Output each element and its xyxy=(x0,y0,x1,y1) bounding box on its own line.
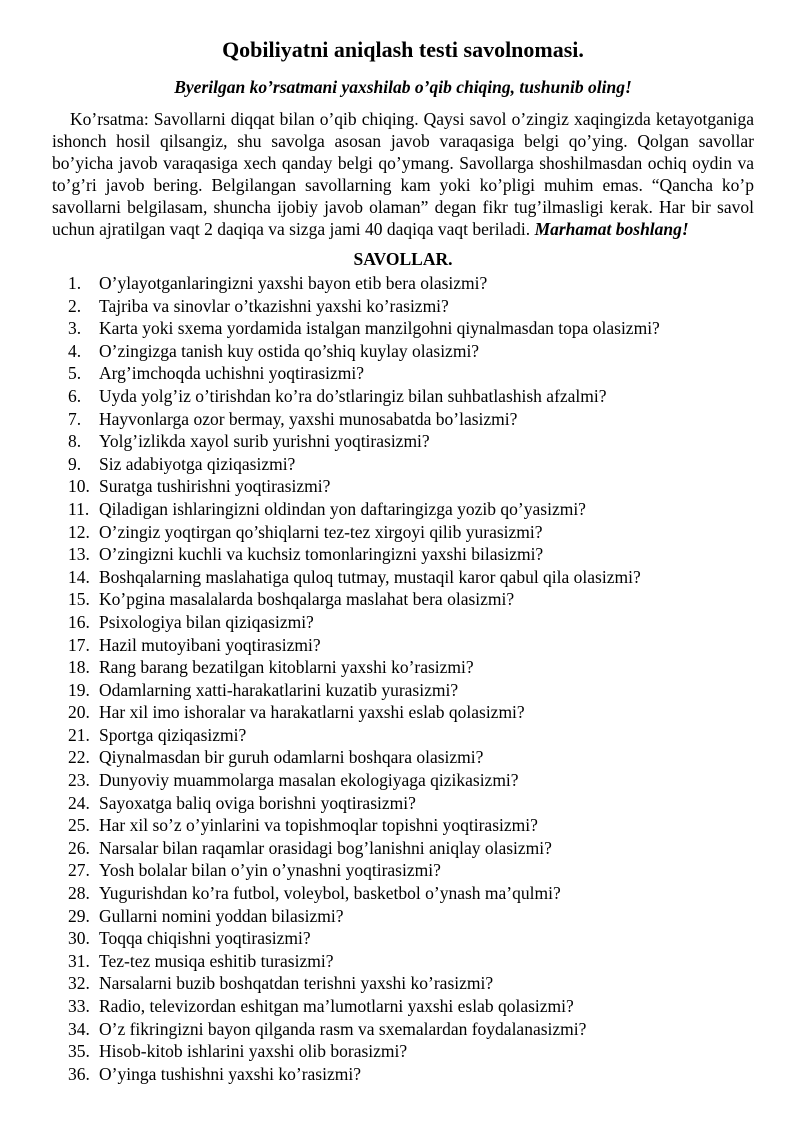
question-number: 2. xyxy=(68,295,82,316)
questions-list xyxy=(52,272,754,1085)
question-number: 29. xyxy=(68,905,90,926)
questions-heading: SAVOLLAR. xyxy=(353,249,453,269)
question-item xyxy=(68,972,754,995)
question-text: Hazil mutoyibani yoqtirasizmi? xyxy=(99,634,321,655)
question-text: O’ylayotganlaringizni yaxshi bayon etib bera olasizmi? xyxy=(99,273,488,293)
document-subtitle: Byerilgan ko’rsatmani yaxshilab o’qib chiqing, tushunib oling! xyxy=(174,77,632,97)
question-number: 7. xyxy=(68,408,82,429)
question-item xyxy=(68,724,754,747)
question-text: O’yinga tushishni yaxshi ko’rasizmi? xyxy=(99,1063,361,1084)
question-item xyxy=(68,1040,754,1063)
question-number: 30. xyxy=(68,928,90,949)
question-number: 16. xyxy=(68,611,90,632)
question-number: 21. xyxy=(68,724,90,745)
question-text: Psixologiya bilan qiziqasizmi? xyxy=(99,611,314,632)
question-item xyxy=(68,408,754,431)
question-item xyxy=(68,453,754,476)
question-number: 13. xyxy=(68,544,90,565)
instructions-paragraph xyxy=(52,108,754,240)
question-text: Tajriba va sinovlar o’tkazishni yaxshi ko’rasizmi? xyxy=(99,295,449,316)
question-item xyxy=(68,905,754,928)
question-text: Har xil so’z o’yinlarini va topishmoqlar topishni yoqtirasizmi? xyxy=(99,815,538,836)
question-item xyxy=(68,701,754,724)
question-item xyxy=(68,475,754,498)
question-number: 9. xyxy=(68,453,82,474)
question-item xyxy=(68,1018,754,1041)
question-item xyxy=(68,588,754,611)
question-item xyxy=(68,814,754,837)
question-text: Odamlarning xatti-harakatlarini kuzatib yurasizmi? xyxy=(99,679,459,700)
question-item xyxy=(68,882,754,905)
question-text: Ko’pgina masalalarda boshqalarga maslahat bera olasizmi? xyxy=(99,589,515,610)
question-item xyxy=(68,521,754,544)
question-item xyxy=(68,746,754,769)
question-number: 15. xyxy=(68,589,90,610)
question-number: 14. xyxy=(68,566,90,587)
question-number: 32. xyxy=(68,973,90,994)
question-text: Karta yoki sxema yordamida istalgan manzilgohni qiynalmasdan topa olasizmi? xyxy=(99,318,660,339)
question-number: 31. xyxy=(68,950,90,971)
question-number: 11. xyxy=(68,498,90,519)
question-item xyxy=(68,385,754,408)
question-item xyxy=(68,611,754,634)
question-number: 27. xyxy=(68,860,90,881)
question-text: Arg’imchoqda uchishni yoqtirasizmi? xyxy=(99,363,365,384)
question-text: Rang barang bezatilgan kitoblarni yaxshi ko’rasizmi? xyxy=(99,657,474,678)
question-number: 17. xyxy=(68,634,90,655)
instructions-emphasis: Marhamat boshlang! xyxy=(534,219,689,239)
question-item xyxy=(68,362,754,385)
question-text: Boshqalarning maslahatiga quloq tutmay, mustaqil karor qabul qila olasizmi? xyxy=(99,566,641,587)
document-title: Qobiliyatni aniqlash testi savolnomasi. xyxy=(222,37,584,62)
question-item xyxy=(68,792,754,815)
question-number: 4. xyxy=(68,340,82,361)
question-text: Qiynalmasdan bir guruh odamlarni boshqara olasizmi? xyxy=(99,747,484,768)
question-item xyxy=(68,679,754,702)
question-number: 28. xyxy=(68,883,90,904)
question-number: 26. xyxy=(68,837,90,858)
question-item xyxy=(68,498,754,521)
question-text: Toqqa chiqishni yoqtirasizmi? xyxy=(99,928,311,949)
question-item xyxy=(68,927,754,950)
question-text: Yosh bolalar bilan o’yin o’ynashni yoqtirasizmi? xyxy=(99,860,441,881)
question-text: Uyda yolg’iz o’tirishdan ko’ra do’stlaringiz bilan suhbatlashish afzalmi? xyxy=(99,385,607,406)
question-number: 23. xyxy=(68,770,90,791)
instructions-text: Ko’rsatma: Savollarni diqqat bilan o’qib chiqing. Qaysi savol o’zingiz xaqingizda ketayotganiga ishonch hosil qilsangiz, shu savolga asosan javob varaqasiga belgi qo’ying. Qolgan savollar bo’yicha javob varaqasiga xech qanday belgi qo’ymang. Savollarga shoshilmasdan ochiq oydin va to’g’ri javob bering. Belgilangan savollarning kam yoki ko’pligi muhim emas. “Qancha ko’p savollarni belgilasam, shuncha ijobiy javob olaman” degan fikr tug’ilmasligi kerak. Har bir savol uchun ajratilgan vaqt 2 daqiqa va sizga jami 40 daqiqa vaqt beriladi. xyxy=(52,109,754,239)
question-text: O’zingizga tanish kuy ostida qo’shiq kuylay olasizmi? xyxy=(99,340,480,361)
question-item xyxy=(68,769,754,792)
question-text: Narsalar bilan raqamlar orasidagi bog’lanishni aniqlay olasizmi? xyxy=(99,837,552,858)
question-number: 20. xyxy=(68,702,90,723)
question-text: Narsalarni buzib boshqatdan terishni yaxshi ko’rasizmi? xyxy=(99,973,494,994)
question-text: Har xil imo ishoralar va harakatlarni yaxshi eslab qolasizmi? xyxy=(99,702,525,723)
question-number: 8. xyxy=(68,431,82,452)
question-item xyxy=(68,543,754,566)
question-number: 5. xyxy=(68,363,82,384)
question-item xyxy=(68,656,754,679)
question-number: 12. xyxy=(68,521,90,542)
question-number: 35. xyxy=(68,1041,90,1062)
question-text: Dunyoviy muammolarga masalan ekologiyaga qizikasizmi? xyxy=(99,770,519,791)
question-item xyxy=(68,317,754,340)
question-text: Hayvonlarga ozor bermay, yaxshi munosabatda bo’lasizmi? xyxy=(99,408,518,429)
question-item xyxy=(68,295,754,318)
question-item xyxy=(68,634,754,657)
question-item xyxy=(68,566,754,589)
question-text: Hisob-kitob ishlarini yaxshi olib borasizmi? xyxy=(99,1041,408,1062)
question-number: 19. xyxy=(68,679,90,700)
question-text: Gullarni nomini yoddan bilasizmi? xyxy=(99,905,344,926)
question-item xyxy=(68,430,754,453)
question-item xyxy=(68,837,754,860)
question-text: O’z fikringizni bayon qilganda rasm va sxemalardan foydalanasizmi? xyxy=(99,1018,587,1039)
question-item xyxy=(68,950,754,973)
question-text: Sayoxatga baliq oviga borishni yoqtirasizmi? xyxy=(99,792,416,813)
question-text: Qiladigan ishlaringizni oldindan yon daftaringizga yozib qo’yasizmi? xyxy=(99,498,586,519)
question-text: Yolg’izlikda xayol surib yurishni yoqtirasizmi? xyxy=(99,431,430,452)
question-item xyxy=(68,1063,754,1086)
question-text: Tez-tez musiqa eshitib turasizmi? xyxy=(99,950,334,971)
question-text: O’zingiz yoqtirgan qo’shiqlarni tez-tez xirgoyi qilib yurasizmi? xyxy=(99,521,543,542)
question-item xyxy=(68,859,754,882)
question-text: Yugurishdan ko’ra futbol, voleybol, basketbol o’ynash ma’qulmi? xyxy=(99,883,561,904)
question-number: 1. xyxy=(68,273,82,293)
question-number: 3. xyxy=(68,318,82,339)
question-text: O’zingizni kuchli va kuchsiz tomonlaringizni yaxshi bilasizmi? xyxy=(99,544,544,565)
question-item xyxy=(68,272,754,295)
question-item xyxy=(68,995,754,1018)
question-text: Radio, televizordan eshitgan ma’lumotlarni yaxshi eslab qolasizmi? xyxy=(99,996,574,1016)
question-number: 33. xyxy=(68,996,90,1016)
question-text: Siz adabiyotga qiziqasizmi? xyxy=(99,453,296,474)
question-number: 25. xyxy=(68,815,90,836)
question-number: 36. xyxy=(68,1063,90,1084)
question-number: 6. xyxy=(68,385,82,406)
question-number: 18. xyxy=(68,657,90,678)
question-number: 10. xyxy=(68,476,90,497)
question-item xyxy=(68,340,754,363)
question-text: Suratga tushirishni yoqtirasizmi? xyxy=(99,476,331,497)
question-number: 24. xyxy=(68,792,90,813)
question-number: 22. xyxy=(68,747,90,768)
question-number: 34. xyxy=(68,1018,90,1039)
question-text: Sportga qiziqasizmi? xyxy=(99,724,247,745)
